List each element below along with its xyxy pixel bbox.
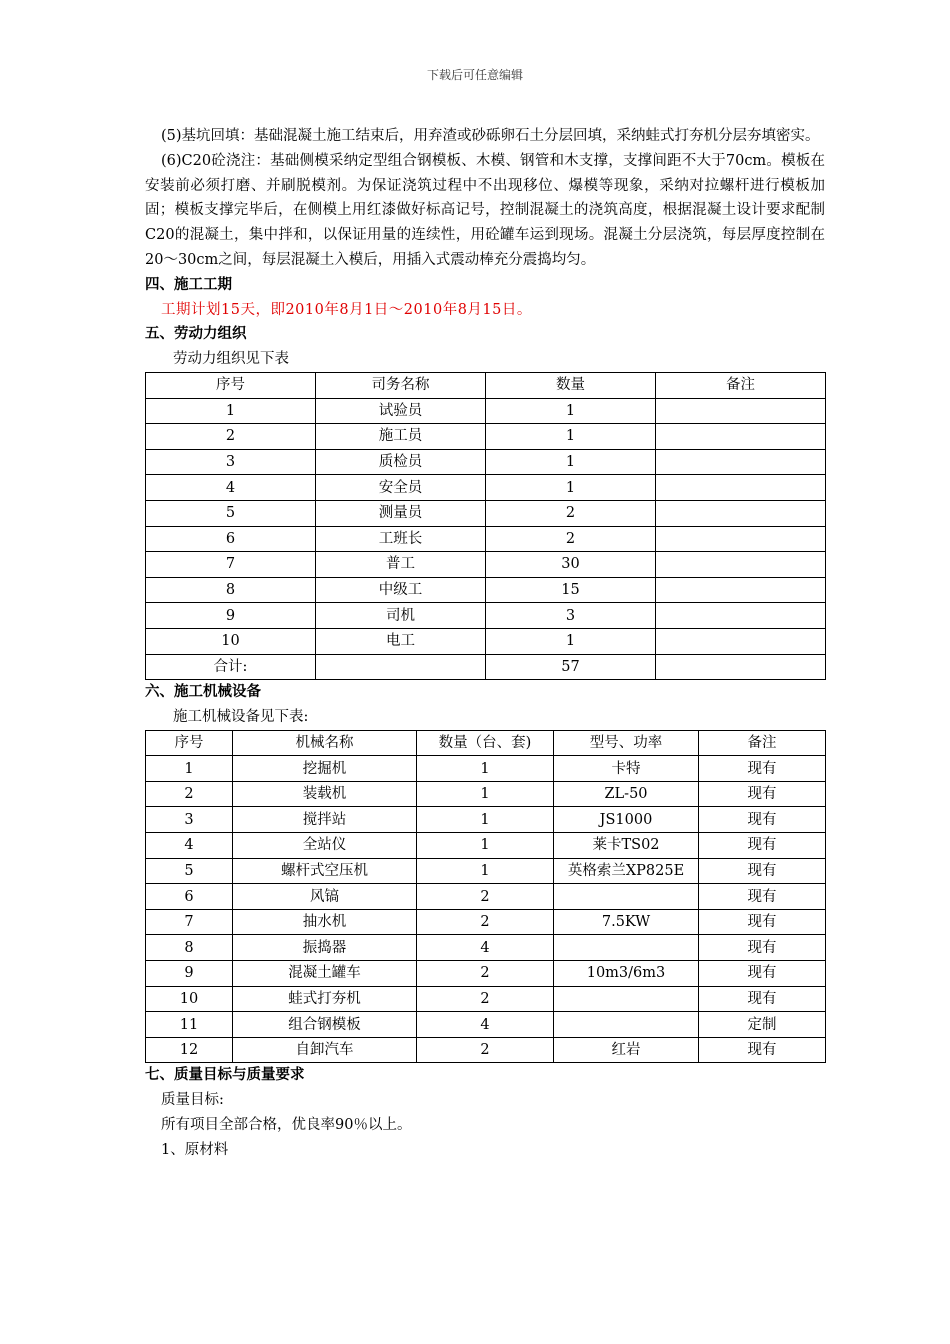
table-header-cell: 序号 xyxy=(146,372,316,398)
labor-table-row xyxy=(146,424,826,450)
labor-table-row xyxy=(146,526,826,552)
table-cell: 现有 xyxy=(699,858,826,884)
machinery-table-row xyxy=(146,935,826,961)
table-cell: 现有 xyxy=(699,986,826,1012)
table-cell: 1 xyxy=(417,858,554,884)
table-cell: 1 xyxy=(417,807,554,833)
section-heading-quality: 七、质量目标与质量要求 xyxy=(145,1066,305,1084)
page-header: 下载后可任意编辑 xyxy=(426,68,523,82)
table-cell: 司机 xyxy=(316,603,486,629)
table-cell: 现有 xyxy=(699,833,826,859)
table-cell: 5 xyxy=(146,858,233,884)
table-cell: 现有 xyxy=(699,807,826,833)
table-cell: 1 xyxy=(486,424,656,450)
table-cell: 合计: xyxy=(146,654,316,680)
section-heading-labor: 五、劳动力组织 xyxy=(145,325,247,343)
table-cell: 红岩 xyxy=(554,1037,699,1063)
machinery-table-row xyxy=(146,807,826,833)
table-cell: 11 xyxy=(146,1012,233,1038)
table-cell xyxy=(656,500,826,526)
table-cell: 7 xyxy=(146,552,316,578)
table-cell xyxy=(656,424,826,450)
machinery-table-row xyxy=(146,756,826,782)
table-cell: 2 xyxy=(146,424,316,450)
table-cell: 现有 xyxy=(699,1037,826,1063)
table-cell: 2 xyxy=(486,526,656,552)
table-cell xyxy=(656,577,826,603)
table-cell: 7 xyxy=(146,909,233,935)
table-cell: 1 xyxy=(146,398,316,424)
labor-table xyxy=(145,372,826,680)
machinery-table xyxy=(145,730,826,1064)
table-cell: 安全员 xyxy=(316,475,486,501)
table-cell: 质检员 xyxy=(316,449,486,475)
table-cell: 工班长 xyxy=(316,526,486,552)
table-cell: 2 xyxy=(486,500,656,526)
machinery-table-header-row xyxy=(146,730,826,756)
table-cell xyxy=(656,628,826,654)
table-cell: 9 xyxy=(146,603,316,629)
table-header-cell: 司务名称 xyxy=(316,372,486,398)
paragraph-concrete-pouring: (6)C20砼浇注：基础侧模采纳定型组合钢模板、木模、钢管和木支撑，支撑间距不大于70cm。模板在安装前必须打磨、并刷脱模剂。为保证浇筑过程中不出现移位、爆模等现象，采纳对拉螺杆进行模板加固；模板支撑完毕后，在侧模上用红漆做好标高记号，控制混凝土的浇筑高度，根据混凝土设计要求配制C20的混凝土，集中拌和，以保证用量的连续性，用砼罐车运到现场。混凝土分层浇筑，每层厚度控制在20～30cm之间，每层混凝土入模后，用插入式震动棒充分震捣均匀。 xyxy=(145,152,825,268)
table-cell: 2 xyxy=(417,884,554,910)
paragraph-backfill: (5)基坑回填：基础混凝土施工结束后，用弃渣或砂砾卵石土分层回填，采纳蛙式打夯机分层夯填密实。 xyxy=(161,128,820,144)
schedule-text: 工期计划15天，即2010年8月1日～2010年8月15日。 xyxy=(161,301,532,318)
table-cell: 混凝土罐车 xyxy=(233,961,417,987)
table-cell: 中级工 xyxy=(316,577,486,603)
table-cell: 2 xyxy=(417,986,554,1012)
table-cell: 风镐 xyxy=(233,884,417,910)
table-cell: 1 xyxy=(486,449,656,475)
table-cell: 4 xyxy=(417,935,554,961)
table-cell: JS1000 xyxy=(554,807,699,833)
labor-table-row xyxy=(146,654,826,680)
table-header-cell: 型号、功率 xyxy=(554,730,699,756)
table-cell xyxy=(656,603,826,629)
table-cell: 4 xyxy=(417,1012,554,1038)
table-cell: 9 xyxy=(146,961,233,987)
table-cell: 现有 xyxy=(699,756,826,782)
table-header-cell: 备注 xyxy=(699,730,826,756)
table-cell: 4 xyxy=(146,833,233,859)
table-cell: 8 xyxy=(146,577,316,603)
table-cell: 现有 xyxy=(699,884,826,910)
table-cell xyxy=(316,654,486,680)
machinery-table-row xyxy=(146,909,826,935)
labor-table-row xyxy=(146,475,826,501)
labor-table-row xyxy=(146,628,826,654)
table-header-cell: 序号 xyxy=(146,730,233,756)
table-cell: 2 xyxy=(146,781,233,807)
table-cell: ZL-50 xyxy=(554,781,699,807)
raw-materials-item: 1、原材料 xyxy=(161,1141,229,1158)
table-cell: 6 xyxy=(146,884,233,910)
machinery-table-intro: 施工机械设备见下表: xyxy=(173,708,309,725)
table-cell: 1 xyxy=(417,781,554,807)
table-cell: 莱卡TS02 xyxy=(554,833,699,859)
table-cell xyxy=(554,1012,699,1038)
table-cell xyxy=(656,449,826,475)
table-cell: 3 xyxy=(486,603,656,629)
table-cell: 全站仪 xyxy=(233,833,417,859)
table-cell xyxy=(656,398,826,424)
table-header-cell: 数量（台、套) xyxy=(417,730,554,756)
machinery-table-row xyxy=(146,884,826,910)
table-cell: 8 xyxy=(146,935,233,961)
machinery-table-row xyxy=(146,781,826,807)
table-cell: 振捣器 xyxy=(233,935,417,961)
table-cell: 10 xyxy=(146,986,233,1012)
table-cell: 3 xyxy=(146,449,316,475)
document-body xyxy=(145,124,825,1163)
section-heading-schedule: 四、施工工期 xyxy=(145,275,232,293)
table-cell xyxy=(554,884,699,910)
labor-table-intro: 劳动力组织见下表 xyxy=(173,351,289,368)
machinery-table-row xyxy=(146,858,826,884)
machinery-table-row xyxy=(146,833,826,859)
table-header-cell: 数量 xyxy=(486,372,656,398)
table-cell: 3 xyxy=(146,807,233,833)
table-cell: 30 xyxy=(486,552,656,578)
table-cell: 测量员 xyxy=(316,500,486,526)
quality-goal-label: 质量目标: xyxy=(161,1092,224,1109)
table-cell: 1 xyxy=(486,475,656,501)
table-cell: 普工 xyxy=(316,552,486,578)
machinery-table-row xyxy=(146,986,826,1012)
table-cell: 现有 xyxy=(699,781,826,807)
table-cell: 1 xyxy=(417,756,554,782)
table-cell: 卡特 xyxy=(554,756,699,782)
table-cell xyxy=(656,654,826,680)
labor-table-header-row xyxy=(146,372,826,398)
table-cell: 7.5KW xyxy=(554,909,699,935)
labor-table-row xyxy=(146,552,826,578)
labor-table-row xyxy=(146,500,826,526)
table-cell xyxy=(656,526,826,552)
table-cell: 5 xyxy=(146,500,316,526)
table-cell: 15 xyxy=(486,577,656,603)
table-cell xyxy=(554,935,699,961)
table-cell: 1 xyxy=(486,398,656,424)
table-cell: 装载机 xyxy=(233,781,417,807)
labor-table-row xyxy=(146,398,826,424)
table-cell: 电工 xyxy=(316,628,486,654)
table-cell: 2 xyxy=(417,909,554,935)
table-cell: 10m3/6m3 xyxy=(554,961,699,987)
table-cell: 12 xyxy=(146,1037,233,1063)
table-cell: 自卸汽车 xyxy=(233,1037,417,1063)
table-cell: 现有 xyxy=(699,961,826,987)
table-cell xyxy=(656,552,826,578)
labor-table-row xyxy=(146,449,826,475)
table-cell: 1 xyxy=(417,833,554,859)
table-cell: 1 xyxy=(146,756,233,782)
quality-goal-text: 所有项目全部合格，优良率90％以上。 xyxy=(161,1117,412,1133)
labor-table-row xyxy=(146,577,826,603)
table-cell: 蛙式打夯机 xyxy=(233,986,417,1012)
table-cell: 1 xyxy=(486,628,656,654)
table-cell: 现有 xyxy=(699,935,826,961)
table-cell: 试验员 xyxy=(316,398,486,424)
machinery-table-row xyxy=(146,1037,826,1063)
table-cell: 2 xyxy=(417,1037,554,1063)
table-header-cell: 机械名称 xyxy=(233,730,417,756)
table-cell: 10 xyxy=(146,628,316,654)
table-cell: 2 xyxy=(417,961,554,987)
table-cell: 4 xyxy=(146,475,316,501)
table-cell: 定制 xyxy=(699,1012,826,1038)
table-cell: 组合钢模板 xyxy=(233,1012,417,1038)
table-cell: 抽水机 xyxy=(233,909,417,935)
table-cell: 57 xyxy=(486,654,656,680)
section-heading-machinery: 六、施工机械设备 xyxy=(145,683,261,701)
table-cell xyxy=(656,475,826,501)
labor-table-row xyxy=(146,603,826,629)
table-cell: 英格索兰XP825E xyxy=(554,858,699,884)
table-cell: 施工员 xyxy=(316,424,486,450)
table-cell: 6 xyxy=(146,526,316,552)
machinery-table-row xyxy=(146,961,826,987)
table-header-cell: 备注 xyxy=(656,372,826,398)
table-cell: 挖掘机 xyxy=(233,756,417,782)
table-cell xyxy=(554,986,699,1012)
table-cell: 现有 xyxy=(699,909,826,935)
table-cell: 搅拌站 xyxy=(233,807,417,833)
machinery-table-row xyxy=(146,1012,826,1038)
table-cell: 螺杆式空压机 xyxy=(233,858,417,884)
